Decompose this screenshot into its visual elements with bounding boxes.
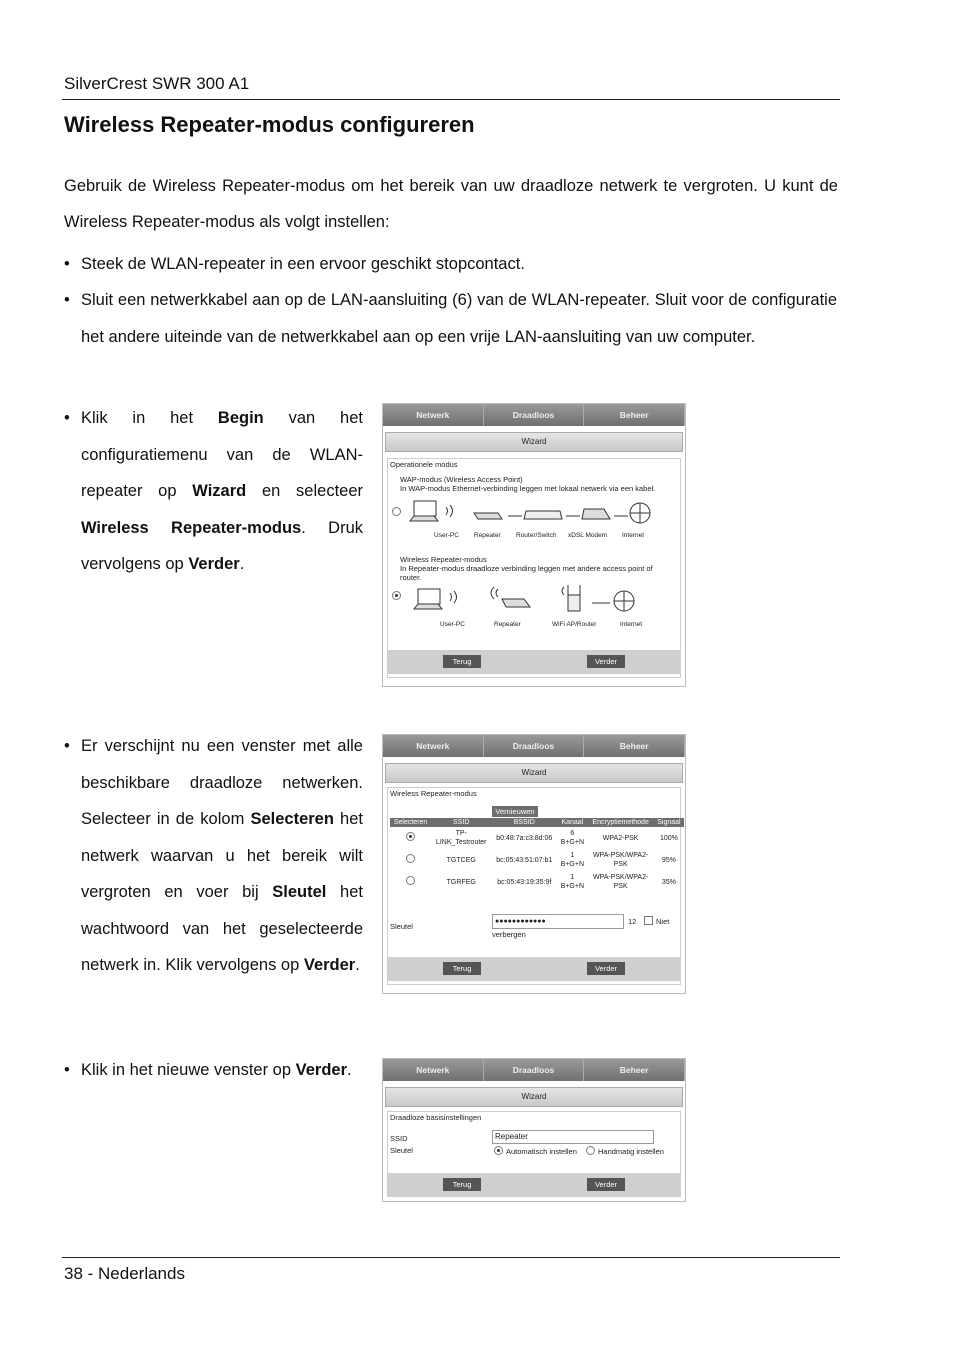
channel: 6 [570, 830, 575, 837]
tab-draadloos[interactable]: Draadloos [484, 404, 585, 426]
channel-mode: B+G+N [560, 883, 585, 890]
repeater-title: Wireless Repeater-modus [400, 555, 487, 564]
encryption: WPA2-PSK [602, 834, 639, 842]
channel-mode: B+G+N [560, 861, 585, 868]
panel-heading: Operationele modus [390, 460, 458, 469]
keyword-selecteren: Selecteren [250, 810, 334, 828]
repeater-diagram [404, 583, 674, 623]
bullet-4-text: Er verschijnt nu een venster met alle beschikbare draadloze netwerken. Selecteer in de kolom [81, 737, 363, 828]
keyword-sleutel: Sleutel [272, 883, 327, 901]
col-header: SSID [431, 818, 491, 827]
select-radio[interactable] [406, 854, 415, 863]
bssid: bc:05:43:51:07:b1 [496, 856, 553, 864]
device-label: User-PC [440, 621, 465, 628]
bssid: b0:48:7a:c3:8d:06 [496, 834, 553, 842]
bullet-4-text: het wachtwoord van het geselecteerde netwerk in. Klik vervolgens op [81, 883, 363, 974]
signal: 35% [661, 878, 676, 886]
table-row[interactable] [390, 849, 684, 871]
key-input[interactable]: ●●●●●●●●●●●● [492, 914, 624, 929]
ssid: TGTCEG [446, 856, 476, 864]
bullet-2 [64, 282, 837, 355]
next-button[interactable]: Verder [587, 962, 625, 975]
wizard-bar: Wizard [385, 432, 683, 452]
key-length: 12 [628, 917, 637, 926]
keyword-wizard: Wizard [192, 482, 247, 500]
next-button[interactable]: Verder [587, 1178, 625, 1191]
col-header: Signaal [654, 818, 684, 827]
button-bar [387, 957, 681, 981]
tab-beheer[interactable]: Beheer [584, 735, 685, 757]
wizard-bar: Wizard [385, 1087, 683, 1107]
intro-text: Gebruik de Wireless Repeater-modus om het bereik van uw draadloze netwerk te vergroten. U kunt de Wireless Repeater-modus als volgt instellen: [64, 177, 838, 231]
bullet-1 [64, 246, 837, 283]
tab-netwerk[interactable]: Netwerk [383, 1059, 484, 1081]
encryption: WPA-PSK/WPA2- [592, 852, 649, 859]
channel-mode: B+G+N [560, 839, 585, 846]
button-bar [387, 650, 681, 674]
back-button[interactable]: Terug [443, 1178, 481, 1191]
device-label: Repeater [494, 621, 521, 628]
bssid: bc:05:43:19:35:9f [497, 878, 552, 886]
bullet-3 [64, 400, 363, 583]
wap-diagram [404, 499, 674, 533]
button-bar [387, 1173, 681, 1197]
col-header: Encryptiemethode [587, 818, 653, 827]
device-label: Internet [620, 621, 643, 628]
bullet-5-text: Klik in het nieuwe venster op [81, 1061, 296, 1079]
repeater-mode-radio[interactable] [392, 591, 401, 600]
tab-netwerk[interactable]: Netwerk [383, 735, 484, 757]
screenshot-network-list [382, 734, 686, 994]
key-label: Sleutel [390, 922, 413, 931]
auto-label: Automatisch instellen [506, 1147, 577, 1156]
table-header [390, 818, 684, 827]
key-label: Sleutel [390, 1146, 413, 1155]
bullet-1-text: Steek de WLAN-repeater in een ervoor geschikt stopcontact. [81, 255, 525, 273]
wizard-bar: Wizard [385, 763, 683, 783]
ssid-label: SSID [390, 1134, 408, 1143]
ssid: TP- [455, 830, 467, 837]
auto-radio[interactable] [494, 1146, 503, 1155]
intro-paragraph [64, 168, 838, 240]
running-header: SilverCrest SWR 300 A1 [64, 74, 250, 93]
ssid: LINK_Testrouter [435, 839, 487, 846]
device-label: Repeater [474, 532, 501, 539]
back-button[interactable]: Terug [443, 962, 481, 975]
tab-beheer[interactable]: Beheer [584, 1059, 685, 1081]
bullet-3-text: . [239, 555, 245, 573]
panel-heading: Wireless Repeater-modus [390, 789, 477, 798]
bullet-dot: • [64, 291, 70, 309]
bullet-3-text: van het configuratiemenu van de WLAN-repeater op [81, 409, 363, 500]
header-rule [62, 99, 840, 100]
bullet-3-text: Klik in het [81, 409, 218, 427]
bullet-dot: • [64, 255, 70, 273]
device-label: xDSL Modem [568, 532, 608, 539]
refresh-button[interactable]: Vernieuwen [492, 806, 538, 817]
bullet-4-text: het netwerk waarvan u het bereik wilt vergroten en voer bij [81, 810, 363, 901]
table-row[interactable] [390, 871, 684, 893]
select-radio[interactable] [406, 876, 415, 885]
bullet-5 [64, 1052, 363, 1089]
page-footer: 38 - Nederlands [64, 1264, 185, 1283]
keyword-verder: Verder [303, 956, 356, 974]
panel-heading: Draadloze basisinstellingen [390, 1113, 482, 1122]
encryption: PSK [613, 861, 628, 868]
tab-draadloos[interactable]: Draadloos [484, 735, 585, 757]
bullet-4 [64, 728, 363, 984]
section-title: Wireless Repeater-modus configureren [64, 112, 475, 137]
channel: 1 [570, 874, 575, 881]
signal: 95% [661, 856, 676, 864]
bullet-3-text: . Druk vervolgens op [81, 518, 363, 573]
bullet-2-text: Sluit een netwerkkabel aan op de LAN-aansluiting (6) van de WLAN-repeater. Sluit voor de configuratie het andere uiteinde van de netwerkkabel aan op een vrije LAN-aansluiting van uw computer. [81, 291, 837, 346]
col-header: BSSID [491, 818, 557, 827]
tab-draadloos[interactable]: Draadloos [484, 1059, 585, 1081]
device-label: WiFi AP/Router [552, 621, 597, 628]
tab-netwerk[interactable]: Netwerk [383, 404, 484, 426]
wap-desc: In WAP-modus Ethernet-verbinding leggen met lokaal netwerk via een kabel. [400, 484, 656, 493]
wap-title: WAP-modus (Wireless Access Point) [400, 475, 523, 484]
tab-beheer[interactable]: Beheer [584, 404, 685, 426]
col-header: Selecteren [390, 818, 431, 827]
nav-tabs [383, 404, 685, 426]
nav-tabs [383, 1059, 685, 1081]
keyword-begin: Begin [217, 409, 264, 427]
manual-label: Handmatig instellen [598, 1147, 664, 1156]
nav-tabs [383, 735, 685, 757]
back-button[interactable]: Terug [443, 655, 481, 668]
hide-key-label: verbergen [492, 930, 526, 939]
network-table [390, 818, 684, 893]
repeater-panel [387, 787, 681, 985]
signal: 100% [659, 834, 678, 842]
screenshot-operation-mode [382, 403, 686, 687]
repeater-desc: router. [400, 573, 422, 582]
bullet-dot: • [64, 737, 70, 755]
next-button[interactable]: Verder [587, 655, 625, 668]
channel: 1 [570, 852, 575, 859]
bullet-5-text: . [347, 1061, 352, 1079]
encryption: PSK [613, 883, 628, 890]
col-header: Kanaal [557, 818, 587, 827]
bullet-3-text: en selecteer [246, 482, 363, 500]
select-radio[interactable] [406, 832, 415, 841]
screenshot-basic-settings [382, 1058, 686, 1202]
wap-mode-radio[interactable] [392, 507, 401, 516]
manual-radio[interactable] [586, 1146, 595, 1155]
keyword-wireless-repeater: Wireless Repeater-modus [81, 518, 302, 537]
device-label: Router/Switch [516, 532, 557, 539]
hide-key-checkbox[interactable] [644, 916, 653, 925]
mode-panel [387, 458, 681, 678]
hide-key-label: Niet [656, 917, 670, 926]
keyword-verder: Verder [188, 555, 240, 573]
ssid: TGRFEG [446, 878, 476, 886]
bullet-dot: • [64, 409, 70, 427]
keyword-verder: Verder [295, 1061, 347, 1079]
table-row[interactable] [390, 827, 684, 849]
encryption: WPA-PSK/WPA2- [592, 874, 649, 881]
repeater-desc: In Repeater-modus draadloze verbinding leggen met andere access point of [400, 564, 653, 573]
device-label: User-PC [434, 532, 459, 539]
bullet-4-text: . [355, 956, 360, 974]
device-label: Internet [622, 532, 645, 539]
bullet-dot: • [64, 1061, 70, 1079]
footer-rule [62, 1257, 840, 1258]
ssid-input[interactable]: Repeater [492, 1130, 654, 1144]
